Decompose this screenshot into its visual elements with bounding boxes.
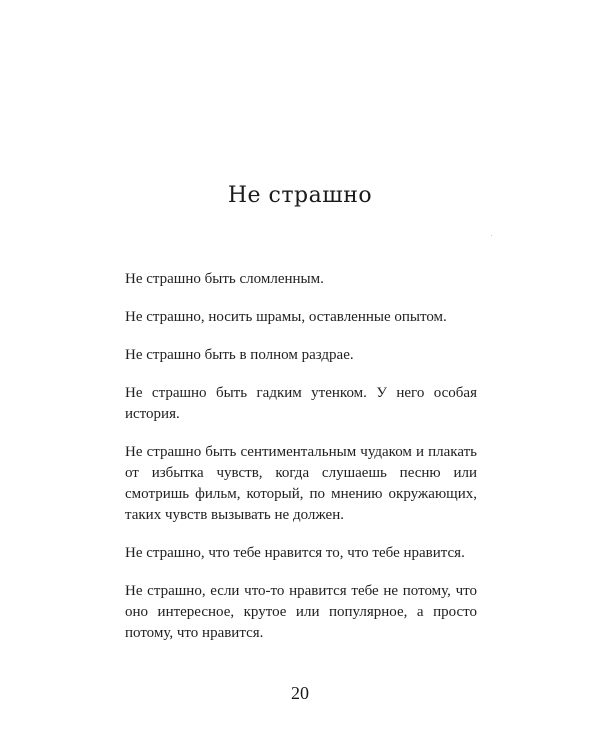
paragraph-3: Не страшно быть в полном раздрае. <box>125 347 354 363</box>
chapter-title: Не страшно <box>227 183 373 208</box>
paragraph-1: Не страшно быть сломленным. <box>125 271 324 287</box>
paragraph-6: Не страшно, что тебе нравится то, что тебе нравится. <box>125 545 465 561</box>
paragraph-7: Не страшно, если что-то нравится тебе не потому, что оно интересное, крутое или популярное, а просто потому, что нравится. <box>125 583 477 641</box>
paragraph-5: Не страшно быть сентиментальным чудаком и плакать от избытка чувств, когда слушаешь песню или смотришь фильм, который, по мнению окружающих, таких чувств вызывать не должен. <box>125 444 477 523</box>
paragraph-4: Не страшно быть гадким утенком. У него особая история. <box>125 385 477 422</box>
paragraph-2: Не страшно, носить шрамы, оставленные опытом. <box>125 309 447 325</box>
page-number: 20 <box>291 683 309 703</box>
paper-speck <box>491 235 492 236</box>
chapter-body <box>125 269 477 661</box>
